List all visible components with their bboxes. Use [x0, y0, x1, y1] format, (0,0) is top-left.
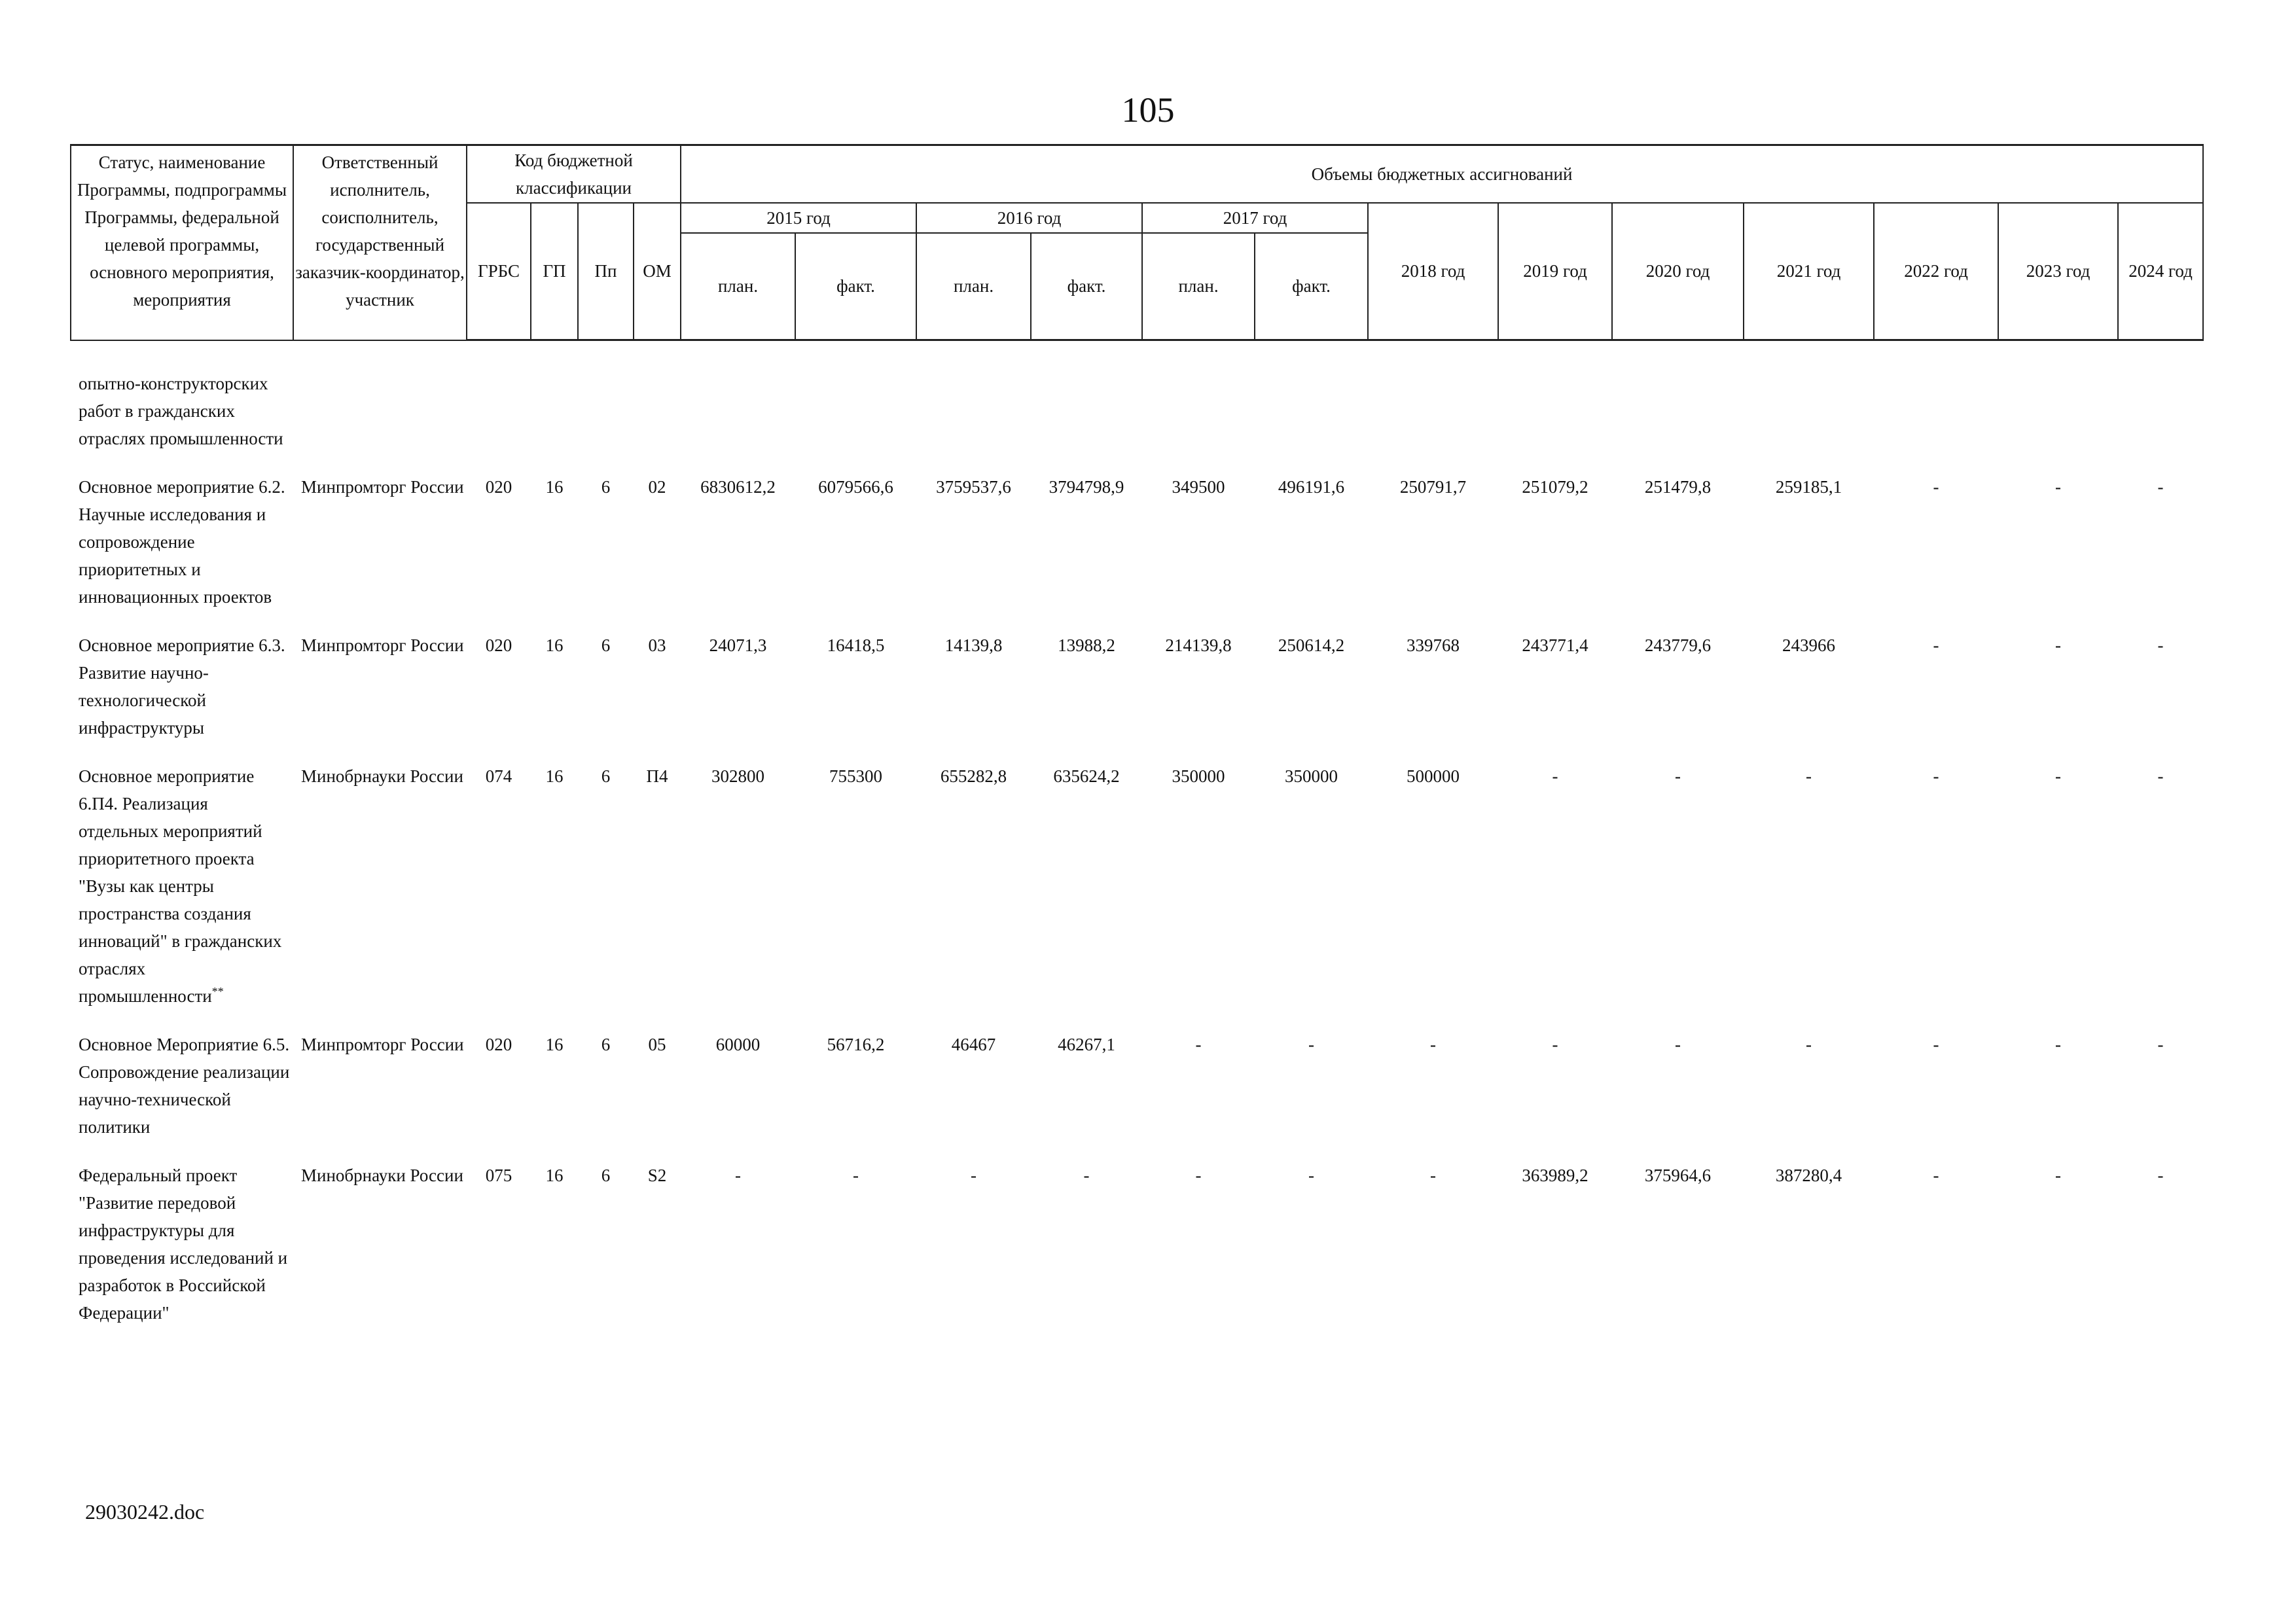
row-value-text: 339768: [1407, 635, 1460, 655]
row-value-text: 243966: [1782, 635, 1836, 655]
row-value: [1142, 467, 1255, 625]
row-code-grbs-text: 020: [485, 476, 512, 497]
row-code-om-text: 05: [648, 1034, 666, 1054]
row-responsible-text: Минпромторг России: [301, 1034, 464, 1054]
row-name: [71, 625, 293, 756]
row-name: [71, 340, 293, 467]
header-status: Статус, наименование Программы, подпрограммы Программы, федеральной целевой программы, основного мероприятия, мероприятия: [71, 145, 293, 340]
header-year-2017: 2017 год: [1142, 203, 1368, 233]
row-value: [2118, 625, 2203, 756]
row-responsible: [293, 467, 467, 625]
row-value: [795, 1024, 916, 1155]
row-code-gp-text: 16: [545, 635, 564, 655]
row-value-text: 363989,2: [1522, 1165, 1588, 1185]
row-responsible: [293, 1155, 467, 1341]
row-value: [1255, 756, 1368, 1024]
row-code-om: [634, 340, 681, 467]
row-code-pp: [578, 1024, 634, 1155]
row-value-text: -: [1675, 766, 1681, 786]
row-value-text: -: [1430, 1034, 1437, 1054]
row-code-grbs-text: 075: [485, 1165, 512, 1185]
row-code-om: [634, 756, 681, 1024]
row-value-text: -: [853, 1165, 859, 1185]
row-value: [1142, 625, 1255, 756]
header-plan: план.: [1142, 233, 1255, 340]
header-budget-code: Код бюджетной классификации: [467, 145, 681, 203]
row-code-om: [634, 1155, 681, 1341]
row-value-text: 16418,5: [827, 635, 885, 655]
row-value: [2118, 467, 2203, 625]
row-value: [1998, 756, 2118, 1024]
row-value-text: -: [735, 1165, 742, 1185]
row-value: [1612, 340, 1744, 467]
row-value-text: 250791,7: [1399, 476, 1467, 497]
row-name-text: опытно-конструкторских работ в гражданских отраслях промышленности: [79, 373, 283, 448]
header-year-2022: 2022 год: [1874, 203, 1998, 340]
row-code-pp-text: 6: [601, 766, 611, 786]
row-value-text: -: [2157, 476, 2164, 497]
table-body: [71, 340, 2203, 1341]
row-value: [1368, 756, 1498, 1024]
row-name-text: Основное мероприятие 6.3. Развитие научно-технологической инфраструктуры: [79, 635, 285, 738]
row-value-text: 302800: [711, 766, 765, 786]
table-row: [71, 1024, 2203, 1155]
row-value: [1874, 756, 1998, 1024]
row-code-pp: [578, 467, 634, 625]
header-code-grbs: ГРБС: [467, 203, 531, 340]
row-value: [1744, 756, 1874, 1024]
row-value: [1255, 625, 1368, 756]
row-value-text: -: [2055, 476, 2062, 497]
row-value-text: -: [2055, 635, 2062, 655]
row-name: [71, 467, 293, 625]
row-code-gp-text: 16: [545, 1165, 564, 1185]
row-name-text: Федеральный проект "Развитие передовой инфраструктуры для проведения исследований и разработок в Российской Федерации": [79, 1165, 288, 1323]
row-value-text: 60000: [715, 1034, 761, 1054]
header-code-om: ОМ: [634, 203, 681, 340]
row-value: [1998, 625, 2118, 756]
row-value: [1368, 625, 1498, 756]
row-value-text: -: [1195, 1034, 1202, 1054]
row-value-text: 243771,4: [1522, 635, 1588, 655]
row-responsible: [293, 625, 467, 756]
row-code-om: [634, 1024, 681, 1155]
row-code-pp: [578, 625, 634, 756]
row-code-gp: [531, 1024, 578, 1155]
row-value-text: 6830612,2: [700, 476, 776, 497]
row-code-om-text: S2: [647, 1165, 667, 1185]
row-value: [1744, 467, 1874, 625]
row-value: [1612, 756, 1744, 1024]
row-code-gp: [531, 340, 578, 467]
row-value-text: -: [2055, 766, 2062, 786]
row-value: [1255, 1155, 1368, 1341]
row-value-text: 250614,2: [1278, 635, 1345, 655]
row-code-gp: [531, 467, 578, 625]
row-value-text: 375964,6: [1644, 1165, 1712, 1185]
row-value: [1998, 1024, 2118, 1155]
row-value-text: -: [2055, 1034, 2062, 1054]
row-value-text: -: [1806, 1034, 1812, 1054]
row-value: [1368, 1155, 1498, 1341]
row-value: [1498, 340, 1612, 467]
row-value: [681, 625, 795, 756]
row-value-text: -: [2157, 1034, 2164, 1054]
row-value-text: 24071,3: [709, 635, 767, 655]
row-code-gp: [531, 1155, 578, 1341]
budget-table: [70, 144, 2204, 1341]
row-value: [1612, 625, 1744, 756]
row-value-text: 755300: [829, 766, 883, 786]
row-value-text: 251079,2: [1522, 476, 1588, 497]
row-value-text: -: [1933, 766, 1939, 786]
row-value: [916, 625, 1031, 756]
row-value-text: 46267,1: [1058, 1034, 1115, 1054]
row-value: [1744, 340, 1874, 467]
row-value: [1031, 1024, 1142, 1155]
header-year-2023: 2023 год: [1998, 203, 2118, 340]
row-code-grbs: [467, 1024, 531, 1155]
row-value: [795, 340, 916, 467]
row-value: [795, 1155, 916, 1341]
row-code-gp: [531, 625, 578, 756]
row-value-text: -: [1552, 766, 1558, 786]
row-code-grbs: [467, 1155, 531, 1341]
row-value: [795, 467, 916, 625]
row-value: [1498, 625, 1612, 756]
header-fact: факт.: [1255, 233, 1368, 340]
row-value-text: 56716,2: [827, 1034, 885, 1054]
row-responsible-text: Минобрнауки России: [301, 1165, 463, 1185]
row-code-om: [634, 625, 681, 756]
row-name-text: Основное Мероприятие 6.5. Сопровождение реализации научно-технической политики: [79, 1034, 290, 1137]
header-volumes: Объемы бюджетных ассигнований: [681, 145, 2203, 203]
header-year-2018: 2018 год: [1368, 203, 1498, 340]
header-code-gp: ГП: [531, 203, 578, 340]
row-code-grbs: [467, 756, 531, 1024]
row-value-text: -: [1308, 1165, 1315, 1185]
table-row: [71, 467, 2203, 625]
header-year-2021: 2021 год: [1744, 203, 1874, 340]
row-value-text: -: [1933, 1165, 1939, 1185]
row-value-text: 350000: [1285, 766, 1338, 786]
header-code-pp: Пп: [578, 203, 634, 340]
row-name: [71, 756, 293, 1024]
row-value-text: 259185,1: [1775, 476, 1842, 497]
row-value: [916, 340, 1031, 467]
row-value: [1255, 1024, 1368, 1155]
header-fact: факт.: [1031, 233, 1142, 340]
row-value: [1744, 1024, 1874, 1155]
page-number: 105: [1121, 90, 1175, 130]
row-code-om-text: П4: [646, 766, 668, 786]
row-value-text: 243779,6: [1644, 635, 1712, 655]
row-code-pp-text: 6: [601, 1165, 611, 1185]
row-value: [1612, 1155, 1744, 1341]
row-value: [1255, 340, 1368, 467]
row-name-text: Основное мероприятие 6.2. Научные исследования и сопровождение приоритетных и инновационных проектов: [79, 476, 285, 607]
row-code-grbs: [467, 625, 531, 756]
row-value-text: -: [1083, 1165, 1090, 1185]
row-name: [71, 1155, 293, 1341]
row-value: [2118, 756, 2203, 1024]
row-value-text: 349500: [1172, 476, 1225, 497]
row-value-text: 655282,8: [940, 766, 1007, 786]
row-code-grbs-text: 020: [485, 635, 512, 655]
footer-doc-id: 29030242.doc: [85, 1500, 205, 1524]
row-value: [795, 756, 916, 1024]
row-value-text: 251479,8: [1644, 476, 1712, 497]
row-value: [2118, 340, 2203, 467]
row-name-text: Основное мероприятие 6.П4. Реализация отдельных мероприятий приоритетного проекта "Вузы как центры пространства создания инноваций" в гражданских отраслях промышленности: [79, 766, 282, 1006]
row-code-pp: [578, 1155, 634, 1341]
row-value: [681, 467, 795, 625]
row-value-text: 350000: [1172, 766, 1225, 786]
row-value: [1142, 1155, 1255, 1341]
row-code-grbs: [467, 340, 531, 467]
row-value: [2118, 1155, 2203, 1341]
table-row: [71, 625, 2203, 756]
row-value: [1998, 1155, 2118, 1341]
row-value: [1744, 625, 1874, 756]
row-value-text: 14139,8: [944, 635, 1003, 655]
row-value: [1031, 340, 1142, 467]
row-code-om-text: 03: [648, 635, 666, 655]
row-value: [1874, 625, 1998, 756]
row-value: [916, 1155, 1031, 1341]
row-code-grbs-text: 074: [485, 766, 512, 786]
row-code-pp-text: 6: [601, 635, 611, 655]
row-value-text: -: [2157, 766, 2164, 786]
row-value-text: -: [1308, 1034, 1315, 1054]
row-value: [1142, 340, 1255, 467]
row-value: [1142, 756, 1255, 1024]
row-value-text: -: [1552, 1034, 1558, 1054]
header-responsible: Ответственный исполнитель, соисполнитель, государственный заказчик-координатор, участник: [293, 145, 467, 340]
row-code-gp: [531, 756, 578, 1024]
row-code-gp-text: 16: [545, 766, 564, 786]
row-value: [1874, 340, 1998, 467]
row-value: [916, 1024, 1031, 1155]
row-value-text: 46467: [951, 1034, 996, 1054]
row-code-pp-text: 6: [601, 476, 611, 497]
row-value: [1498, 1155, 1612, 1341]
row-name: [71, 1024, 293, 1155]
row-value-text: -: [1430, 1165, 1437, 1185]
row-code-pp: [578, 756, 634, 1024]
row-responsible-text: Минобрнауки России: [301, 766, 463, 786]
row-responsible-text: Минпромторг России: [301, 476, 464, 497]
row-value: [1612, 1024, 1744, 1155]
row-value: [916, 467, 1031, 625]
row-value: [1031, 625, 1142, 756]
row-value-text: -: [1933, 476, 1939, 497]
row-value: [1031, 1155, 1142, 1341]
header-year-2015: 2015 год: [681, 203, 916, 233]
row-value: [2118, 1024, 2203, 1155]
row-value: [1998, 467, 2118, 625]
row-code-grbs-text: 020: [485, 1034, 512, 1054]
row-value-text: -: [1195, 1165, 1202, 1185]
row-value-text: 214139,8: [1165, 635, 1232, 655]
header-plan: план.: [681, 233, 795, 340]
row-value: [1874, 467, 1998, 625]
row-value: [1255, 467, 1368, 625]
row-value: [681, 756, 795, 1024]
row-value: [1368, 340, 1498, 467]
row-value-text: -: [2055, 1165, 2062, 1185]
row-value: [1874, 1155, 1998, 1341]
row-responsible: [293, 340, 467, 467]
row-value-text: 635624,2: [1053, 766, 1120, 786]
row-value: [1368, 467, 1498, 625]
row-value: [1498, 1024, 1612, 1155]
row-code-om: [634, 467, 681, 625]
row-value: [1368, 1024, 1498, 1155]
row-value: [1498, 756, 1612, 1024]
row-value-text: 496191,6: [1278, 476, 1345, 497]
row-value-text: -: [1933, 635, 1939, 655]
row-value-text: -: [1675, 1034, 1681, 1054]
row-value-text: 3759537,6: [936, 476, 1011, 497]
row-value-text: 3794798,9: [1049, 476, 1124, 497]
row-value: [1498, 467, 1612, 625]
row-code-om-text: 02: [648, 476, 666, 497]
row-value: [1874, 1024, 1998, 1155]
header-plan: план.: [916, 233, 1031, 340]
row-value-text: 500000: [1407, 766, 1460, 786]
table-row: [71, 340, 2203, 467]
row-code-pp: [578, 340, 634, 467]
row-code-gp-text: 16: [545, 1034, 564, 1054]
row-value-text: 13988,2: [1058, 635, 1115, 655]
row-value: [1612, 467, 1744, 625]
row-value: [1142, 1024, 1255, 1155]
header-fact: факт.: [795, 233, 916, 340]
row-value: [681, 340, 795, 467]
header-year-2020: 2020 год: [1612, 203, 1744, 340]
row-value-text: 387280,4: [1775, 1165, 1842, 1185]
header-year-2024: 2024 год: [2118, 203, 2203, 340]
row-responsible: [293, 756, 467, 1024]
header-year-2016: 2016 год: [916, 203, 1142, 233]
row-value-text: 6079566,6: [818, 476, 893, 497]
row-value: [681, 1024, 795, 1155]
row-value-text: -: [1806, 766, 1812, 786]
row-code-pp-text: 6: [601, 1034, 611, 1054]
row-value-text: -: [1933, 1034, 1939, 1054]
row-value: [681, 1155, 795, 1341]
row-value-text: -: [2157, 1165, 2164, 1185]
row-value: [1031, 467, 1142, 625]
row-value: [1744, 1155, 1874, 1341]
row-value-text: -: [2157, 635, 2164, 655]
row-value: [1998, 340, 2118, 467]
row-responsible: [293, 1024, 467, 1155]
row-responsible-text: Минпромторг России: [301, 635, 464, 655]
row-value: [1031, 756, 1142, 1024]
table-row: [71, 1155, 2203, 1341]
row-value: [916, 756, 1031, 1024]
row-code-gp-text: 16: [545, 476, 564, 497]
row-value-text: -: [971, 1165, 977, 1185]
header-year-2019: 2019 год: [1498, 203, 1612, 340]
row-code-grbs: [467, 467, 531, 625]
table-row: [71, 756, 2203, 1024]
footnote-mark: **: [211, 984, 224, 998]
row-value: [795, 625, 916, 756]
